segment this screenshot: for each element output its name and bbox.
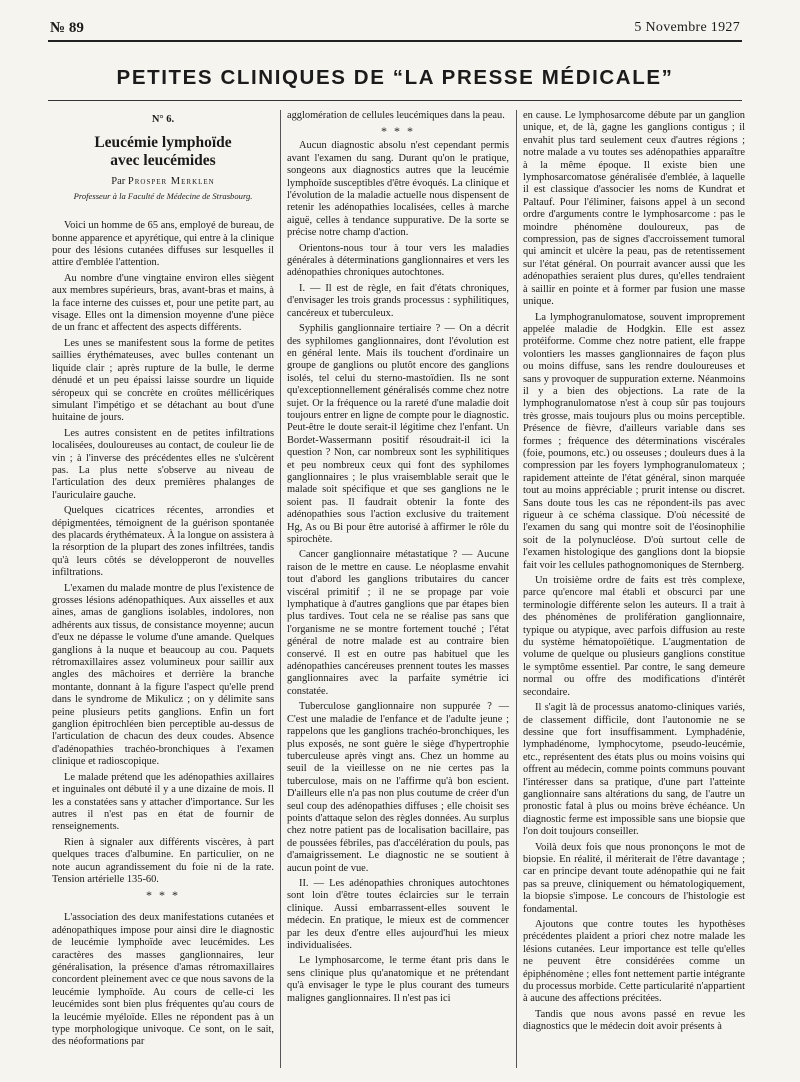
masthead-rule [48,100,742,101]
paragraph: Les autres consistent en de petites infiltrations localisées, douloureuses au contact, de couleur lie de vin ; à l'inverse des précédentes elles ne s'ulcèrent pas. La plus nette s'observe au niveau de l'articulation des deux premières phalanges de l'auriculaire gauche. [52,427,274,501]
paragraph: L'examen du malade montre de plus l'existence de grosses lésions adénopathiques. Aux aisselles et aux aines, amas de ganglions isolables, indolores, non adhérents aux tissus, de consistance moyenne; aucun d'eux ne dépasse le volume d'une amande. Quelques ganglions à la nuque et beaucoup au cou. Paquets rétromaxillaires assez volumineux pour saillir aux angles des mâchoires et derrière la branche montante, donnant à la figure l'aspect qu'elle prend dans le syndrome de Mikulicz ; on y délimite sans peine plusieurs petits ganglions. Enfin un fort ganglion épitrochléen bien perceptible au-dessus de l'articulation de chacun des deux coudes. Absence d'adénopathies trachéo-bronchiques à l'examen clinique et radioscopique. [52,582,274,768]
paragraph: Tandis que nous avons passé en revue les diagnostics que le médecin doit avoir présents à [523,1008,745,1033]
paragraph: Quelques cicatrices récentes, arrondies et dépigmentées, témoignent de la guérison spontanée des placards érythémateux. À la longue on assistera à la résorption de la plupart des zones infiltrées, tandis qu'à leurs côtés se développeront de nouvelles infiltrations. [52,505,274,579]
paragraph: Voilà deux fois que nous prononçons le mot de biopsie. En réalité, il mériterait de l'être davantage ; car en principe devant toute adénopathie qui ne fait pas sa preuve, cliniquement ou hématologiquement, la biopsie s'impose. Le concours de l'histologie est fondamental. [523,841,745,915]
paragraph: I. — Il est de règle, en fait d'états chroniques, d'envisager les trois grands processus : syphilitiques, cancéreux et tuberculeux. [287,282,509,319]
paragraph: Il s'agit là de processus anatomo-cliniques variés, de classement difficile, dont l'autonomie ne se dessine que fort insuffisamment. Lymphadénie, lymphadénome, lymphocytome, pseudo-leucémie, etc., représentent des états plus ou moins voisins qui offrent au médecin, comme points communs pouvant l'intéresser dans sa pratique, d'une part l'atteinte ganglionnaire sans altérations du sang, de l'autre un pronostic fatal à plus ou moins brève échéance. Un diagnostic ferme est impossible sans une biopsie que l'on doit toujours conseiller. [523,702,745,838]
paragraph: Les unes se manifestent sous la forme de petites saillies érythémateuses, avec bulles contenant un liquide clair ; après rupture de la bulle, le derme dénudé et un peu épaissi laisse sourdre un liquide séropeux qui se concrète en croûtes méllicériques simulant l'impétigo et se détachant au bout d'une huitaine de jours. [52,337,274,424]
paragraph: Aucun diagnostic absolu n'est cependant permis avant l'examen du sang. Durant qu'on le pratique, songeons aux diagnostics autres que la leucémie lymphoïde susceptibles d'être évoqués. La clinique et l'évolution de la maladie actuelle nous dispensent de retenir les adénopathies localisées, celles à marche aiguë, celles à tendance suppurative. De la sorte se précise notre champ d'action. [287,140,509,239]
paragraph: Syphilis ganglionnaire tertiaire ? — On a décrit des syphilomes ganglionnaires, dont l'évolution est en général lente. Mais ils touchent d'ordinaire un groupe de ganglions ou plutôt encore des ganglions isolés, tel celui du sterno-mastoïdien. Ils ne sont qu'exceptionnellement généralisés comme chez notre sujet. Or la fréquence ou la rareté d'une maladie doit toujours entrer en ligne de compte pour le diagnostic. Peut-être le doute serait-il légitime chez l'enfant. Un Bordet-Wassermann positif résoudrait-il ici la question ? Non, car nombreux sont les syphilitiques et peu nombreux ceux qui font des syphilomes ganglionnaires ; le plus vraisemblable serait que le malade soit spécifique et que ses ganglions ne le soient pas. Il faudrait obtenir la fonte des adénopathies sous l'action exclusive du traitement Hg, As ou Bi pour être autorisé à affirmer le rôle du spirochète. [287,323,509,545]
author-name: Prosper Merklen [127,176,215,188]
paragraph: Un troisième ordre de faits est très complexe, parce qu'encore mal établi et obscurci par une terminologie différente selon les auteurs. Il a trait à des phénomènes de prolifération ganglionnaire, typique ou atypique, avec parfois diffusion au reste du système hématopoïétique. L'augmentation de volume de quelque ou plusieurs ganglions constitue le symptôme essentiel. Par contre, le sang demeure normal ou offre des modifications d'intérêt secondaire. [523,575,745,698]
header-rule [48,40,742,42]
paragraph: Tuberculose ganglionnaire non suppurée ? — C'est une maladie de l'enfance et de l'adulte jeune ; rappelons que les ganglions trachéo-bronchiques, les plus exposés, ne sont guère le siège d'hypertrophie tuberculeuse après vingt ans. Chez un homme au seuil de la vieillesse on ne nie certes pas la tuberculose, mais on ne l'affirme qu'à bon escient. D'ailleurs elle n'a pas non plus coutume de créer d'un seul coup des adénopathies diffuses ; elle choisit ses points d'attaque selon des règles données. Au surplus chez notre patient pas de localisation bacillaire, pas de poussées fébriles, pas d'accélération du pouls, pas d'amaigrissement. Le diagnostic ne se soutient à aucun point de vue. [287,701,509,874]
article-number: N° 6. [151,114,175,125]
column-1 [52,110,274,1052]
paragraph: Orientons-nous tour à tour vers les maladies générales à déterminations ganglionnaires et vers les adénopathies chroniques autochtones. [287,242,509,279]
paragraph: Le malade prétend que les adénopathies axillaires et inguinales ont débuté il y a une dizaine de mois. Il les a constatées sans y attacher d'importance. Sur les autres il n'est pas en état de fournir de renseignements. [52,771,274,833]
section-masthead: PETITES CLINIQUES DE “LA PRESSE MÉDICALE” [116,66,674,89]
paragraph: Le lymphosarcome, le terme étant pris dans le sens clinique plus qu'anatomique et ne prétendant qu'à envisager le type le plus courant des tumeurs malignes ganglionnaires. Il n'est pas ici [287,955,509,1004]
paragraph: Cancer ganglionnaire métastatique ? — Aucune raison de le mettre en cause. Le néoplasme envahit tout d'abord les ganglions tributaires du cancer viscéral primitif ; il ne se propage par voie lymphatique à d'autres ganglions que par étapes bien plus tardives. Tout cela ne se réalise pas sans que l'organisme ne se montre fortement touché ; l'état général de notre malade est au contraire bien conservé. Il est en outre pas habituel que les adénopathies cancéreuses prennent toutes les masses ganglionnaires avec la parfaite symétrie ici constatée. [287,549,509,697]
author-affiliation: Professeur à la Faculté de Médecine de Strasbourg. [73,190,253,201]
paragraph: Rien à signaler aux différents viscères, à part quelques traces d'albumine. En particulier, on ne note aucun agrandissement du foie ni de la rate. Tension artérielle 135-60. [52,836,274,885]
issue-date: 5 Novembre 1927 [634,20,740,35]
paragraph: II. — Les adénopathies chroniques autochtones sont loin d'être toutes éclaircies sur le terrain clinique. Aussi embarrassent-elles souvent le médecin. En pratique, le mieux est de commencer par les deux d'entre elles aujourd'hui les mieux individualisées. [287,877,509,951]
title-line: Leucémie lymphoïde [94,134,232,152]
paragraph: en cause. Le lymphosarcome débute par un ganglion unique, et, de là, gagne les ganglions contigus ; il envahit plus tard seulement ceux d'autres régions ; notre malade a vu toutes ses adénopathies apparaître à la même époque. Il existe bien une lymphosarcomatose généralisée d'emblée, à laquelle il est classique d'associer les noms de Kundrat et Paltauf. Pour l'éliminer, faisons appel à un second ordre d'arguments contre le lymphosarcome : pas le moindre phénomène douloureux, pas de compression, pas de signes d'accroissement tumoral qui amincit et ulcère la peau, pas de retentissement sur l'état général. On pourrait avancer aussi que les adénopathies seraient plus dures, qu'elles tendraient à saillir en pointe et à former par fusion une masse unique. [523,110,745,308]
paragraph: L'association des deux manifestations cutanées et adénopathiques impose pour ainsi dire le diagnostic de leucémie lymphoïde avec leucémides. Les caractères des masses ganglionnaires, leur généralisation, la présence d'amas rétromaxillaires concordent pleinement avec ce que nous savons de la leucémie lymphoïde. Au cours de celle-ci les leucémides sont bien plus fréquentes qu'au cours de la leucémie myéloïde. Elles ne répondent pas à un type morphologique univoque. Ce sont, on le sait, des néoformations par [52,912,274,1048]
paragraph: Voici un homme de 65 ans, employé de bureau, de bonne apparence et apyrétique, qui entre à la clinique pour des lésions cutanées diffuses sur lesquelles il attire d'emblée l'attention. [52,220,274,269]
byline [52,176,274,188]
column-3 [523,110,745,1037]
issue-number: № 89 [50,20,84,36]
byline-prefix: Par [111,176,126,188]
article-title [52,134,274,170]
paragraph: La lymphogranulomatose, souvent improprement appelée maladie de Hodgkin. Elle est assez protéiforme. Comme chez notre patient, elle frappe volontiers les masses ganglionnaires de façon plus ou moins diffuse, sans les rendre douloureuses et sans y provoquer de suppuration externe. Néanmoins il y a bien des objections. La rate de la lymphogranulomatose n'est à coup sûr pas toujours très grosse, mais toujours plus ou moins perceptible. Présence de fièvre, d'ailleurs variable dans ses formes ; fréquence des déterminations viscérales (foie, poumons, etc.) ou osseuses ; douleurs dues à la compression par les foyers lymphogranulomateux ; rapidement atteinte de l'état général, sinon marquée tout au moins appréciable ; prurit intense ou discret. Sans doute tous les cas ne répondent-ils pas avec rigueur à ce schéma classique. D'où nécessité de l'examen du sang qui montre soit de l'éosinophilie soit de la polynucléose. D'où surtout celle de l'examen histologique des ganglions dont la biopsie fait voir les cellules pathognomoniques de Sternberg. [523,311,745,571]
paragraph: agglomération de cellules leucémiques dans la peau. [287,110,505,121]
section-ornament: * * * [146,888,180,903]
section-ornament: * * * [381,124,415,139]
page-header [50,18,740,40]
title-line: avec leucémides [110,152,216,170]
column-2 [287,110,509,1008]
paragraph: Au nombre d'une vingtaine environ elles siègent aux membres supérieurs, bras, avant-bras et mains, à la face interne des cuisses et, pour une petite part, au visage. Elles ont la dimension moyenne d'une pièce de un franc et affectent des aspects différents. [52,272,274,334]
column-divider [280,110,281,1068]
column-divider [516,110,517,1068]
paragraph: Ajoutons que contre toutes les hypothèses précédentes plaident a priori chez notre malade les lésions cutanées. Leur importance est telle qu'elles ne peuvent être considérées comme un épiphénomène ; elles font nettement partie intégrante du processus morbide. Cette particularité n'appartient à aucune des affections précitées. [523,919,745,1005]
